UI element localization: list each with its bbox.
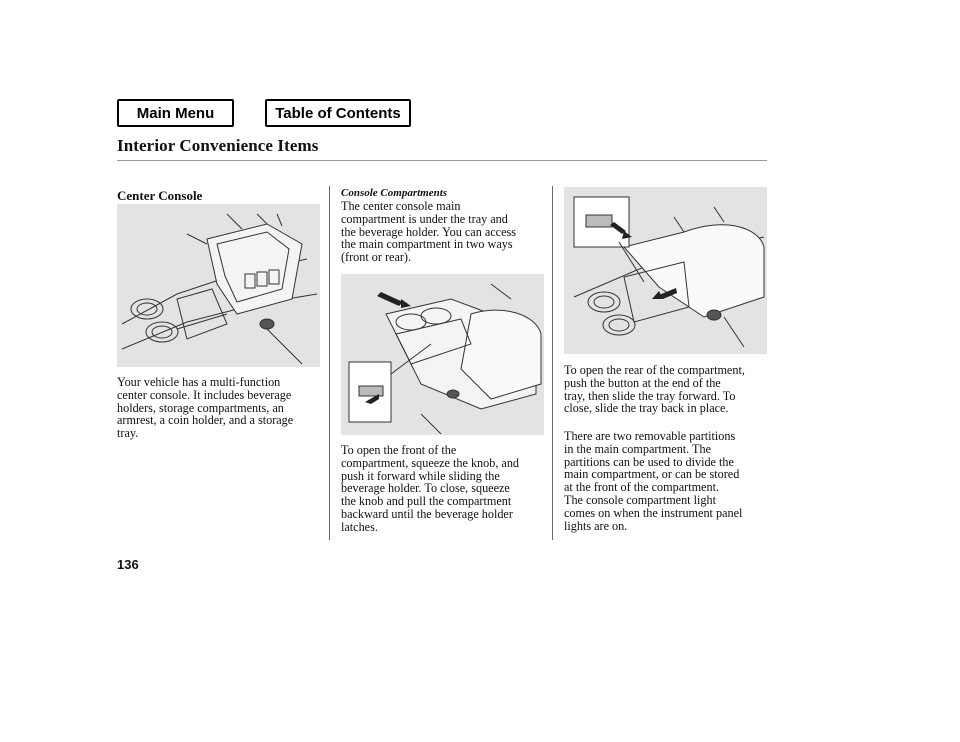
front-compartment-illustration	[341, 274, 544, 435]
column-divider-left	[329, 186, 330, 540]
table-of-contents-button[interactable]: Table of Contents	[265, 99, 411, 127]
intro-paragraph: Your vehicle has a multi-function center console. It includes beverage holders, storage compartments, an armrest, a coin holder, and a storage tray.	[117, 375, 294, 441]
figure-caption: Console Compartments	[341, 187, 448, 199]
rear-opening-paragraph: To open the rear of the compartment, push the button at the end of the tray, then slide the tray forward. To close, slide the tray back in place.	[564, 363, 745, 416]
column-divider-right	[552, 186, 553, 540]
partitions-paragraph: There are two removable partitions in the main compartment. The partitions can be used to divide the main compartment, or can be stored at the front of the compartment. The console compartment light comes on when the instrument panel lights are on.	[564, 429, 743, 533]
title-divider	[117, 160, 767, 161]
section-heading: Center Console	[117, 188, 203, 203]
console-overview-illustration	[117, 204, 320, 367]
page-title: Interior Convenience Items	[117, 136, 319, 155]
front-opening-paragraph: To open the front of the compartment, squeeze the knob, and push it forward while sliding the beverage holder. To close, squeeze the knob and pull the compartment backward until the beverage holder latches.	[341, 443, 520, 534]
rear-compartment-illustration	[564, 187, 767, 354]
main-menu-button[interactable]: Main Menu	[117, 99, 234, 127]
main-compartment-paragraph: The center console main compartment is under the tray and the beverage holder. You can access the main compartment in two ways (front or rear).	[341, 199, 516, 265]
page-number: 136	[117, 557, 139, 572]
